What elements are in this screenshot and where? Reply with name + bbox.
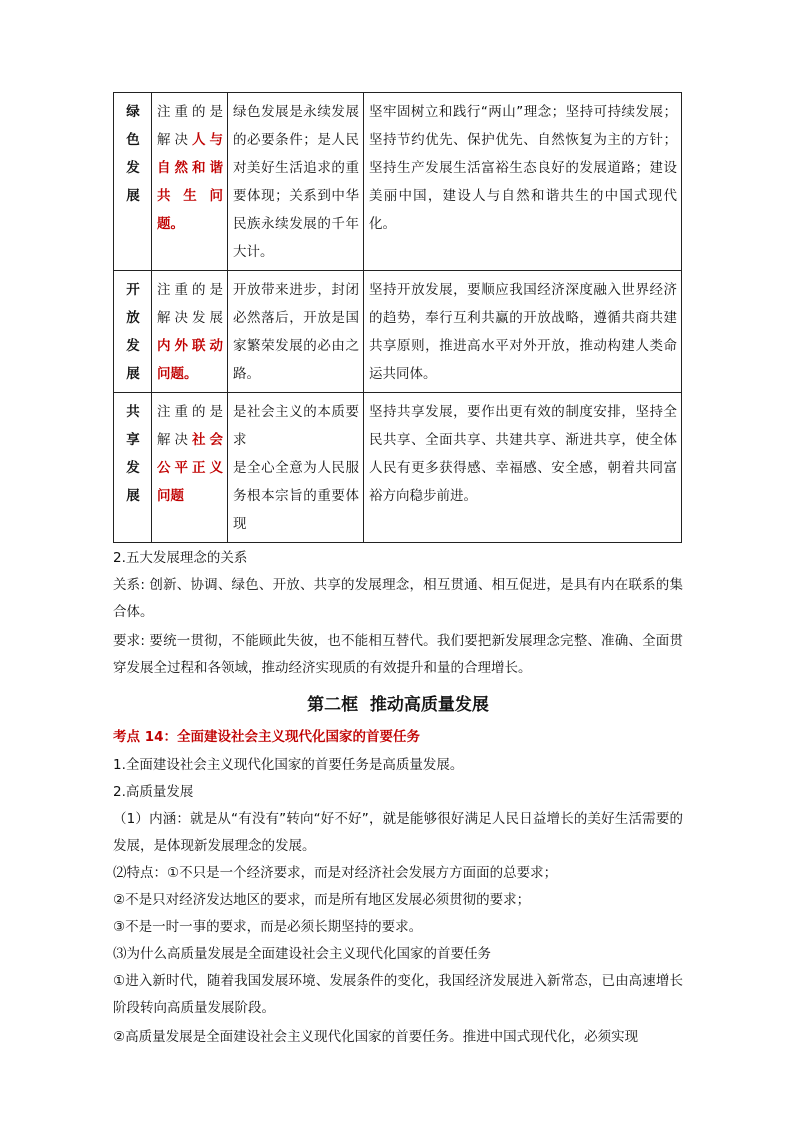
paragraph: ⑶为什么高质量发展是全面建设社会主义现代化国家的首要任务: [113, 946, 491, 962]
section-title: 第二框 推动高质量发展: [307, 695, 489, 715]
development-concepts-table: [113, 92, 682, 543]
concept-char: 共: [126, 404, 140, 420]
concept-char: 开: [126, 282, 140, 298]
requirement-cell: 坚牢固树立和践行“两山”理念；坚持可持续发展；坚持节约优先、保护优先、自然恢复为主的方针；坚持生产发展生活富裕生态良好的发展道路；建设美丽中国，建设人与自然和谐共生的中国式现代化。: [364, 93, 682, 271]
document-page: [113, 92, 683, 1051]
concept-char: 发: [126, 460, 140, 476]
focus-highlight: 内外联动问题: [157, 338, 223, 382]
focus-punct: 。: [170, 216, 184, 232]
meaning-cell: 是社会主义的本质要求 是全心全意为人民服务根本宗旨的重要体现: [228, 393, 364, 543]
focus-text: 注重的是解决发展: [157, 282, 223, 326]
concept-char: 展: [126, 488, 140, 504]
table-row: [114, 271, 682, 393]
focus-cell: [152, 271, 228, 393]
concept-name-cell: [114, 393, 152, 543]
concept-char: 色: [126, 132, 140, 148]
paragraph: 1.全面建设社会主义现代化国家的首要任务是高质量发展。: [113, 757, 464, 773]
paragraph: 2.高质量发展: [113, 784, 194, 800]
concept-char: 绿: [126, 104, 140, 120]
paragraph: （1）内涵：就是从“有没有”转向“好不好”，就是能够很好满足人民日益增长的美好生活需要的发展，是体现新发展理念的发展。: [113, 811, 683, 854]
relation-heading: 2.五大发展理念的关系: [113, 550, 248, 566]
focus-highlight: 人与自然和谐共生问题: [157, 132, 223, 232]
paragraph: ②高质量发展是全面建设社会主义现代化国家的首要任务。推进中国式现代化，必须实现: [113, 1029, 639, 1045]
meaning-cell: 绿色发展是永续发展的必要条件；是人民对美好生活追求的重要体现；关系到中华民族永续发展的千年大计。: [228, 93, 364, 271]
section-body: [113, 752, 683, 1051]
concept-char: 发: [126, 160, 140, 176]
relation-text: 关系: 创新、协调、绿色、开放、共享的发展理念，相互贯通、相互促进，是具有内在联系的集合体。: [113, 577, 683, 620]
concept-char: 放: [126, 310, 140, 326]
focus-cell: [152, 393, 228, 543]
focus-cell: [152, 93, 228, 271]
concept-char: 展: [126, 366, 140, 382]
table-row: [114, 93, 682, 271]
concept-char: 发: [126, 338, 140, 354]
relation-section: [113, 545, 683, 682]
focus-text: 注重的是解决: [157, 404, 223, 448]
focus-text: 注重的是解决: [157, 104, 223, 148]
paragraph: ③不是一时一事的要求，而是必须长期坚持的要求。: [113, 919, 423, 935]
concept-name-cell: [114, 93, 152, 271]
paragraph: ①进入新时代，随着我国发展环境、发展条件的变化，我国经济发展进入新常态，已由高速增长阶段转向高质量发展阶段。: [113, 973, 683, 1016]
concept-char: 展: [126, 188, 140, 204]
meaning-cell: 开放带来进步，封闭必然落后，开放是国家繁荣发展的必由之路。: [228, 271, 364, 393]
requirement-cell: 坚持共享发展，要作出更有效的制度安排，坚持全民共享、全面共享、共建共享、渐进共享，使全体人民有更多获得感、幸福感、安全感，朝着共同富裕方向稳步前进。: [364, 393, 682, 543]
concept-char: 享: [126, 432, 140, 448]
paragraph: ②不是只对经济发达地区的要求，而是所有地区发展必须贯彻的要求；: [113, 892, 531, 908]
focus-highlight: 社会公平正义问题: [157, 432, 223, 504]
table-row: [114, 393, 682, 543]
paragraph: ⑵特点：①不只是一个经济要求，而是对经济社会发展方方面面的总要求；: [113, 865, 558, 881]
kaodian-heading: 考点 14：全面建设社会主义现代化国家的首要任务: [113, 729, 420, 745]
require-text: 要求: 要统一贯彻，不能顾此失彼，也不能相互替代。我们要把新发展理念完整、准确、全面贯穿发展全过程和各领域，推动经济实现质的有效提升和量的合理增长。: [113, 633, 683, 676]
concept-name-cell: [114, 271, 152, 393]
requirement-cell: 坚持开放发展，要顺应我国经济深度融入世界经济的趋势，奉行互利共赢的开放战略，遵循共商共建共享原则，推进高水平对外开放，推动构建人类命运共同体。: [364, 271, 682, 393]
focus-punct: 。: [184, 366, 198, 382]
